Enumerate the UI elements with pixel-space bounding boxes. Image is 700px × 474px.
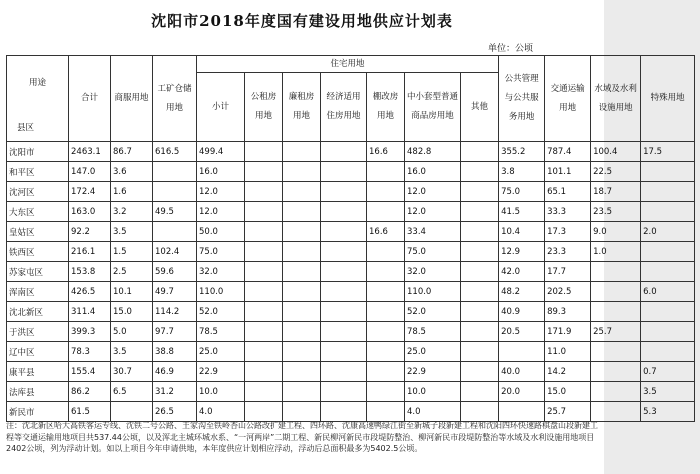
cell-water	[591, 362, 641, 382]
cell-res-affordable	[321, 262, 367, 282]
cell-public-service: 20.0	[499, 382, 545, 402]
table-row	[7, 302, 695, 322]
cell-res-small-medium: 33.4	[405, 222, 461, 242]
cell-water: 100.4	[591, 142, 641, 162]
cell-water	[591, 382, 641, 402]
cell-res-subtotal: 16.0	[197, 162, 245, 182]
cell-water: 23.5	[591, 202, 641, 222]
cell-special	[641, 322, 695, 342]
cell-commercial: 3.5	[111, 342, 153, 362]
cell-res-low-rent	[283, 322, 321, 342]
table-row	[7, 182, 695, 202]
cell-res-low-rent	[283, 222, 321, 242]
cell-res-low-rent	[283, 242, 321, 262]
cell-res-affordable	[321, 322, 367, 342]
cell-res-small-medium: 482.8	[405, 142, 461, 162]
table-row	[7, 242, 695, 262]
cell-res-small-medium: 4.0	[405, 402, 461, 422]
cell-res-small-medium: 78.5	[405, 322, 461, 342]
cell-district: 辽中区	[7, 342, 69, 362]
table-row	[7, 262, 695, 282]
cell-res-public-rental	[245, 242, 283, 262]
table-row	[7, 342, 695, 362]
unit-label: 单位：公顷	[488, 44, 534, 54]
cell-res-other	[461, 362, 499, 382]
cell-district: 铁西区	[7, 242, 69, 262]
cell-res-subtotal: 499.4	[197, 142, 245, 162]
cell-res-shantytown: 16.6	[367, 222, 405, 242]
cell-transport: 15.0	[545, 382, 591, 402]
cell-public-service: 10.4	[499, 222, 545, 242]
table-row	[7, 162, 695, 182]
cell-res-subtotal: 12.0	[197, 182, 245, 202]
cell-commercial: 3.2	[111, 202, 153, 222]
cell-res-other	[461, 402, 499, 422]
header-res-shantytown: 棚改房用地	[367, 73, 405, 142]
cell-water: 1.0	[591, 242, 641, 262]
cell-res-public-rental	[245, 162, 283, 182]
cell-res-other	[461, 342, 499, 362]
cell-res-small-medium: 16.0	[405, 162, 461, 182]
cell-res-subtotal: 110.0	[197, 282, 245, 302]
cell-res-public-rental	[245, 182, 283, 202]
cell-total: 92.2	[69, 222, 111, 242]
header-row-1	[7, 56, 695, 73]
cell-res-small-medium: 25.0	[405, 342, 461, 362]
cell-res-small-medium: 52.0	[405, 302, 461, 322]
cell-transport: 787.4	[545, 142, 591, 162]
header-res-affordable: 经济适用住房用地	[321, 73, 367, 142]
cell-res-affordable	[321, 242, 367, 262]
cell-special: 0.7	[641, 362, 695, 382]
cell-res-other	[461, 142, 499, 162]
cell-res-shantytown	[367, 322, 405, 342]
cell-res-subtotal: 52.0	[197, 302, 245, 322]
cell-water: 9.0	[591, 222, 641, 242]
cell-commercial: 30.7	[111, 362, 153, 382]
cell-res-low-rent	[283, 202, 321, 222]
cell-res-other	[461, 162, 499, 182]
cell-res-low-rent	[283, 162, 321, 182]
cell-total: 155.4	[69, 362, 111, 382]
cell-res-affordable	[321, 162, 367, 182]
cell-res-public-rental	[245, 382, 283, 402]
cell-res-subtotal: 12.0	[197, 202, 245, 222]
cell-transport: 171.9	[545, 322, 591, 342]
table-row	[7, 282, 695, 302]
cell-res-shantytown	[367, 162, 405, 182]
cell-water	[591, 302, 641, 322]
cell-public-service: 355.2	[499, 142, 545, 162]
cell-water	[591, 342, 641, 362]
cell-total: 216.1	[69, 242, 111, 262]
cell-total: 172.4	[69, 182, 111, 202]
corner-top-label: 用途	[28, 78, 46, 88]
cell-special: 5.3	[641, 402, 695, 422]
cell-commercial	[111, 402, 153, 422]
cell-res-small-medium: 10.0	[405, 382, 461, 402]
cell-res-affordable	[321, 182, 367, 202]
cell-res-public-rental	[245, 282, 283, 302]
cell-res-small-medium: 32.0	[405, 262, 461, 282]
header-res-other: 其他	[461, 73, 499, 142]
header-transport: 交通运输用地	[545, 56, 591, 142]
cell-industrial: 97.7	[153, 322, 197, 342]
cell-res-shantytown	[367, 302, 405, 322]
table-row	[7, 202, 695, 222]
cell-industrial: 49.5	[153, 202, 197, 222]
cell-total: 399.3	[69, 322, 111, 342]
table-row	[7, 322, 695, 342]
cell-special	[641, 162, 695, 182]
cell-res-low-rent	[283, 262, 321, 282]
cell-public-service: 75.0	[499, 182, 545, 202]
cell-res-public-rental	[245, 322, 283, 342]
header-res-public-rental: 公租房用地	[245, 73, 283, 142]
cell-public-service: 42.0	[499, 262, 545, 282]
cell-public-service	[499, 342, 545, 362]
cell-industrial: 38.8	[153, 342, 197, 362]
cell-res-public-rental	[245, 202, 283, 222]
cell-special	[641, 342, 695, 362]
header-res-low-rent: 廉租房用地	[283, 73, 321, 142]
cell-public-service: 41.5	[499, 202, 545, 222]
cell-industrial	[153, 162, 197, 182]
cell-res-low-rent	[283, 382, 321, 402]
cell-district: 新民市	[7, 402, 69, 422]
cell-res-public-rental	[245, 362, 283, 382]
cell-district: 沈阳市	[7, 142, 69, 162]
cell-res-small-medium: 12.0	[405, 202, 461, 222]
table-row	[7, 362, 695, 382]
cell-total: 311.4	[69, 302, 111, 322]
cell-special: 6.0	[641, 282, 695, 302]
cell-commercial: 5.0	[111, 322, 153, 342]
cell-water: 22.5	[591, 162, 641, 182]
cell-res-low-rent	[283, 402, 321, 422]
cell-res-public-rental	[245, 142, 283, 162]
cell-res-shantytown	[367, 402, 405, 422]
cell-industrial: 46.9	[153, 362, 197, 382]
cell-industrial: 31.2	[153, 382, 197, 402]
cell-res-public-rental	[245, 302, 283, 322]
cell-res-public-rental	[245, 262, 283, 282]
cell-transport: 65.1	[545, 182, 591, 202]
cell-district: 于洪区	[7, 322, 69, 342]
header-res-small-medium: 中小套型普通商品房用地	[405, 73, 461, 142]
header-residential: 住宅用地	[197, 56, 499, 73]
cell-public-service: 40.9	[499, 302, 545, 322]
cell-res-other	[461, 302, 499, 322]
cell-commercial: 2.5	[111, 262, 153, 282]
cell-industrial: 114.2	[153, 302, 197, 322]
document-title: 沈阳市2018年度国有建设用地供应计划表	[151, 12, 453, 30]
cell-res-other	[461, 222, 499, 242]
cell-res-shantytown	[367, 202, 405, 222]
cell-res-affordable	[321, 362, 367, 382]
cell-res-other	[461, 242, 499, 262]
cell-res-subtotal: 78.5	[197, 322, 245, 342]
cell-special: 17.5	[641, 142, 695, 162]
cell-water: 18.7	[591, 182, 641, 202]
cell-district: 康平县	[7, 362, 69, 382]
cell-district: 大东区	[7, 202, 69, 222]
cell-industrial: 59.6	[153, 262, 197, 282]
cell-commercial: 10.1	[111, 282, 153, 302]
cell-res-shantytown	[367, 362, 405, 382]
cell-res-other	[461, 382, 499, 402]
cell-water	[591, 402, 641, 422]
cell-district: 皇姑区	[7, 222, 69, 242]
cell-res-affordable	[321, 302, 367, 322]
header-water: 水域及水利设施用地	[591, 56, 641, 142]
corner-header	[7, 56, 69, 142]
cell-res-affordable	[321, 342, 367, 362]
header-commercial: 商服用地	[111, 56, 153, 142]
cell-res-affordable	[321, 382, 367, 402]
cell-water	[591, 282, 641, 302]
cell-commercial: 3.5	[111, 222, 153, 242]
cell-total: 163.0	[69, 202, 111, 222]
cell-transport: 17.3	[545, 222, 591, 242]
cell-res-subtotal: 50.0	[197, 222, 245, 242]
cell-special: 3.5	[641, 382, 695, 402]
cell-res-affordable	[321, 282, 367, 302]
land-supply-table	[6, 55, 695, 422]
cell-public-service: 12.9	[499, 242, 545, 262]
cell-res-shantytown: 16.6	[367, 142, 405, 162]
cell-res-subtotal: 22.9	[197, 362, 245, 382]
cell-res-affordable	[321, 142, 367, 162]
header-industrial: 工矿仓储用地	[153, 56, 197, 142]
cell-public-service: 48.2	[499, 282, 545, 302]
cell-transport: 33.3	[545, 202, 591, 222]
cell-total: 426.5	[69, 282, 111, 302]
cell-res-public-rental	[245, 342, 283, 362]
cell-commercial: 1.6	[111, 182, 153, 202]
cell-commercial: 1.5	[111, 242, 153, 262]
cell-public-service: 3.8	[499, 162, 545, 182]
cell-res-low-rent	[283, 282, 321, 302]
header-public-service: 公共管理与公共服务用地	[499, 56, 545, 142]
table-row	[7, 402, 695, 422]
cell-total: 78.3	[69, 342, 111, 362]
cell-res-small-medium: 110.0	[405, 282, 461, 302]
cell-public-service: 20.5	[499, 322, 545, 342]
header-special: 特殊用地	[641, 56, 695, 142]
cell-res-low-rent	[283, 302, 321, 322]
cell-res-subtotal: 10.0	[197, 382, 245, 402]
cell-res-small-medium: 75.0	[405, 242, 461, 262]
cell-res-affordable	[321, 402, 367, 422]
cell-res-subtotal: 4.0	[197, 402, 245, 422]
table-row	[7, 382, 695, 402]
cell-industrial: 616.5	[153, 142, 197, 162]
cell-water	[591, 262, 641, 282]
cell-res-low-rent	[283, 142, 321, 162]
cell-transport: 202.5	[545, 282, 591, 302]
cell-special	[641, 202, 695, 222]
cell-res-subtotal: 32.0	[197, 262, 245, 282]
cell-res-other	[461, 182, 499, 202]
corner-bottom-label: 县区	[17, 123, 35, 133]
cell-commercial: 86.7	[111, 142, 153, 162]
table-row	[7, 142, 695, 162]
cell-transport: 101.1	[545, 162, 591, 182]
cell-industrial: 26.5	[153, 402, 197, 422]
cell-res-other	[461, 282, 499, 302]
footnote: 注：沈北新区哈大高铁客运专线、沈铁二号公路、王家沟至铁岭杏山公路改扩建工程、四环路、沈康高速鸭绿江街至新城子段新建工程和沈阳四环快速路棋盘山段新建工程等交通运输用地项目共537.44公顷，以及浑北主城环城水系、“一河两岸”二期工程、新民柳河新民市段堤防整治、柳河新民市段堤防整治等水域及水利设施用地项目2402公顷，列为浮动计划。如以上项目今年申请供地，本年度供应计划相应浮动，浮动后总面积最多为5402.5公顷。	[6, 421, 598, 453]
cell-special	[641, 242, 695, 262]
cell-total: 2463.1	[69, 142, 111, 162]
cell-special: 2.0	[641, 222, 695, 242]
cell-district: 和平区	[7, 162, 69, 182]
cell-transport: 17.7	[545, 262, 591, 282]
cell-res-small-medium: 22.9	[405, 362, 461, 382]
cell-res-public-rental	[245, 402, 283, 422]
cell-district: 沈北新区	[7, 302, 69, 322]
cell-res-other	[461, 322, 499, 342]
cell-public-service	[499, 402, 545, 422]
cell-res-shantytown	[367, 342, 405, 362]
cell-transport: 25.7	[545, 402, 591, 422]
cell-res-public-rental	[245, 222, 283, 242]
cell-res-affordable	[321, 222, 367, 242]
cell-total: 61.5	[69, 402, 111, 422]
cell-res-shantytown	[367, 262, 405, 282]
cell-industrial: 102.4	[153, 242, 197, 262]
cell-transport: 14.2	[545, 362, 591, 382]
cell-transport: 23.3	[545, 242, 591, 262]
cell-total: 153.8	[69, 262, 111, 282]
cell-district: 沈河区	[7, 182, 69, 202]
cell-district: 法库县	[7, 382, 69, 402]
header-total: 合计	[69, 56, 111, 142]
cell-res-shantytown	[367, 182, 405, 202]
cell-res-other	[461, 262, 499, 282]
cell-res-low-rent	[283, 362, 321, 382]
cell-total: 147.0	[69, 162, 111, 182]
cell-commercial: 3.6	[111, 162, 153, 182]
cell-transport: 11.0	[545, 342, 591, 362]
cell-district: 浑南区	[7, 282, 69, 302]
cell-res-shantytown	[367, 282, 405, 302]
cell-industrial	[153, 182, 197, 202]
cell-water: 25.7	[591, 322, 641, 342]
cell-transport: 89.3	[545, 302, 591, 322]
cell-special	[641, 262, 695, 282]
cell-total: 86.2	[69, 382, 111, 402]
cell-res-subtotal: 25.0	[197, 342, 245, 362]
cell-industrial: 49.7	[153, 282, 197, 302]
cell-commercial: 6.5	[111, 382, 153, 402]
cell-special	[641, 182, 695, 202]
cell-district: 苏家屯区	[7, 262, 69, 282]
cell-commercial: 15.0	[111, 302, 153, 322]
cell-res-shantytown	[367, 242, 405, 262]
cell-res-small-medium: 12.0	[405, 182, 461, 202]
cell-res-affordable	[321, 202, 367, 222]
table-row	[7, 222, 695, 242]
cell-special	[641, 302, 695, 322]
cell-res-other	[461, 202, 499, 222]
cell-public-service: 40.0	[499, 362, 545, 382]
cell-res-low-rent	[283, 342, 321, 362]
cell-res-subtotal: 75.0	[197, 242, 245, 262]
cell-res-low-rent	[283, 182, 321, 202]
cell-industrial	[153, 222, 197, 242]
cell-res-shantytown	[367, 382, 405, 402]
header-res-subtotal: 小计	[197, 73, 245, 142]
